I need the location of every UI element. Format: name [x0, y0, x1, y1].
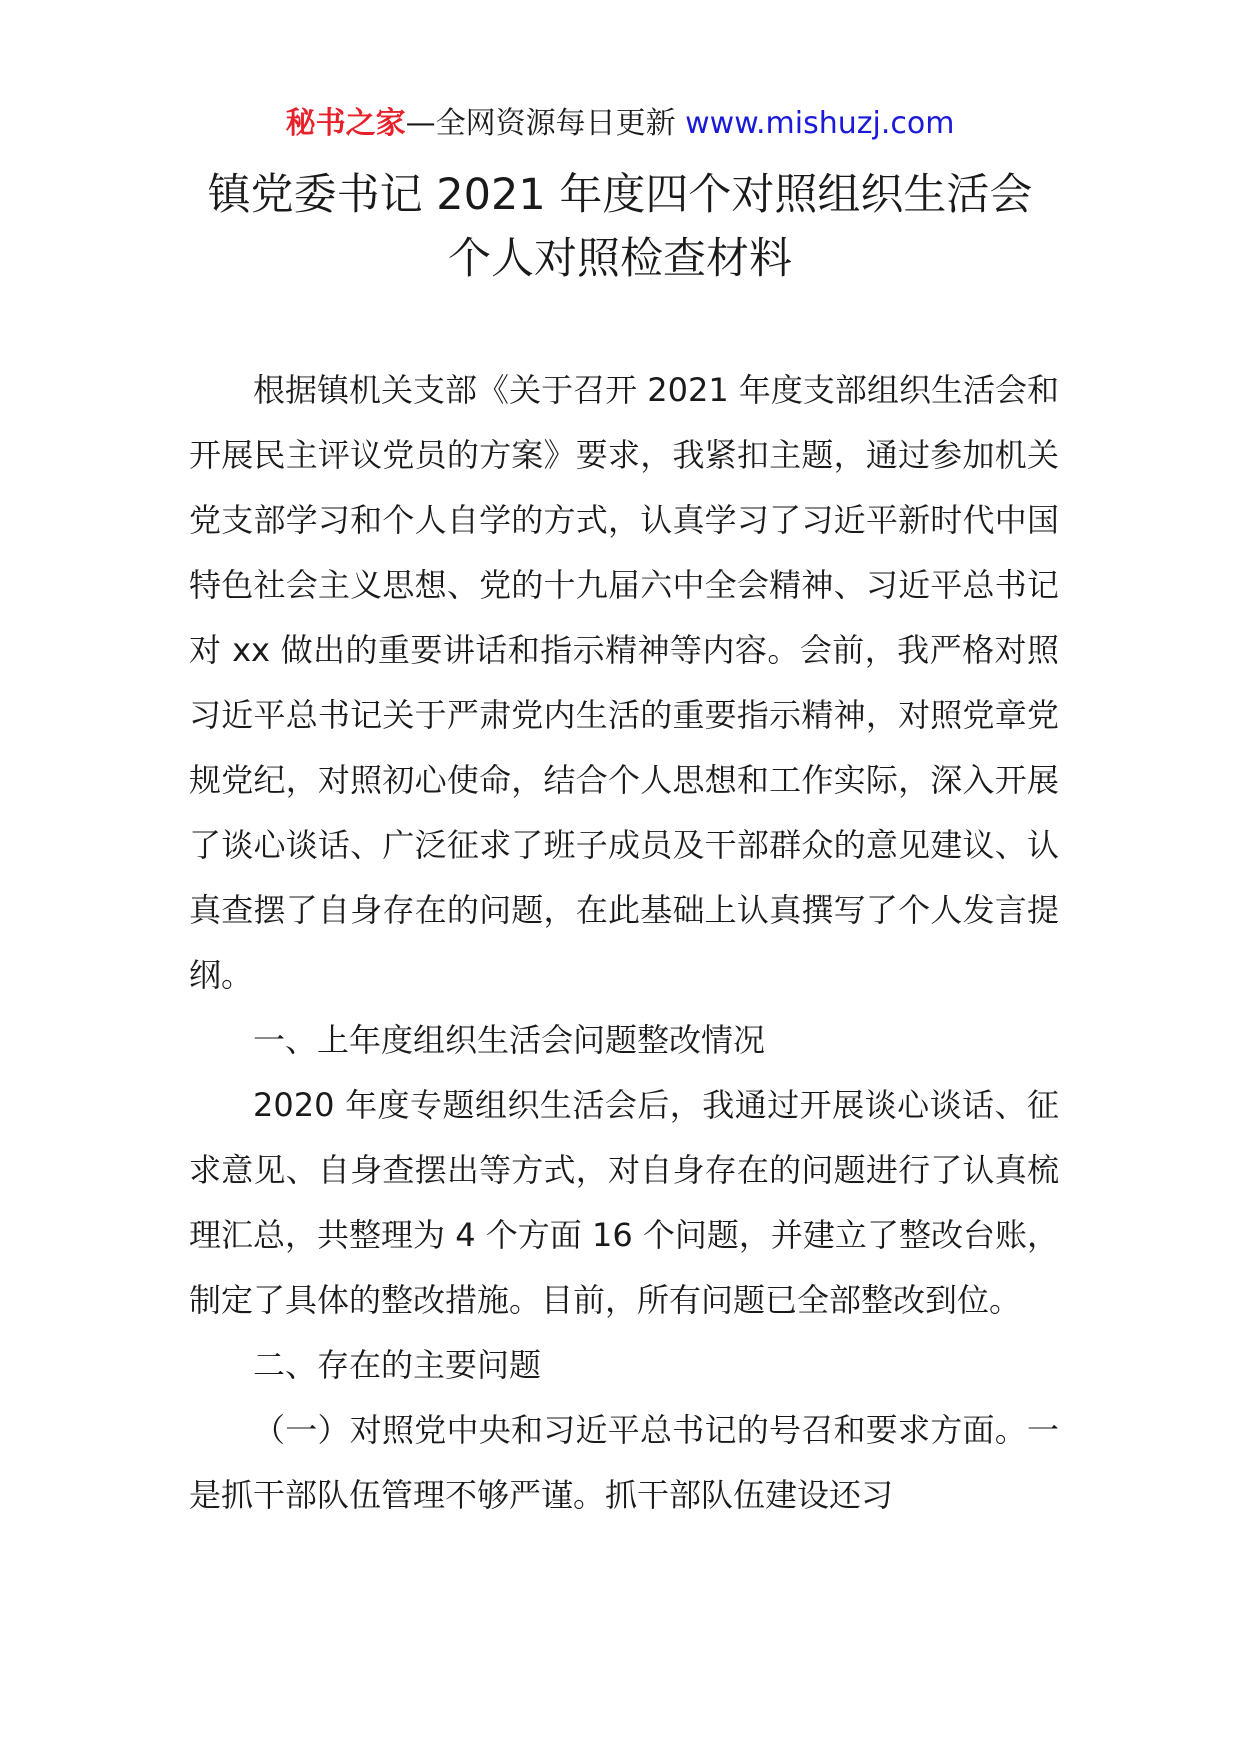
section-heading-2: 二、存在的主要问题 [253, 1346, 542, 1384]
intro-paragraph: 根据镇机关支部《关于召开 2021 年度支部组织生活会和开展民主评议党员的方案》要求，我紧扣主题，通过参加机关党支部学习和个人自学的方式，认真学习了习近平新时代中国特色社会主义思想、党的十九届六中全会精神、习近平总书记对 xx 做出的重要讲话和指示精神等内容。会前，我严格对照习近平总书记关于严肃党内生活的重要指示精神，对照党章党规党纪，对照初心使命，结合个人思想和工作实际，深入开展了谈心谈话、广泛征求了班子成员及干部群众的意见建议、认真查摆了自身存在的问题，在此基础上认真撰写了个人发言提纲。 [189, 371, 1059, 994]
section-1-paragraph: 2020 年度专题组织生活会后，我通过开展谈心谈话、征求意见、自身查摆出等方式，对自身存在的问题进行了认真梳理汇总，共整理为 4 个方面 16 个问题，并建立了整改台账，制定了具体的整改措施。目前，所有问题已全部整改到位。 [189, 1086, 1059, 1319]
site-url[interactable]: www.mishuzj.com [685, 106, 955, 141]
document-title [150, 163, 1090, 291]
section-2-paragraph: （一）对照党中央和习近平总书记的号召和要求方面。一是抓干部队伍管理不够严谨。抓干部队伍建设还习 [189, 1411, 1059, 1514]
site-header [0, 104, 1240, 144]
title-line-2: 个人对照检查材料 [448, 234, 792, 284]
section-heading-1: 一、上年度组织生活会问题整改情况 [253, 1021, 766, 1059]
title-line-1: 镇党委书记 2021 年度四个对照组织生活会 [207, 170, 1033, 220]
header-slogan: —全网资源每日更新 [405, 106, 686, 141]
document-body [189, 358, 1059, 1528]
brand-name: 秘书之家 [285, 106, 406, 141]
